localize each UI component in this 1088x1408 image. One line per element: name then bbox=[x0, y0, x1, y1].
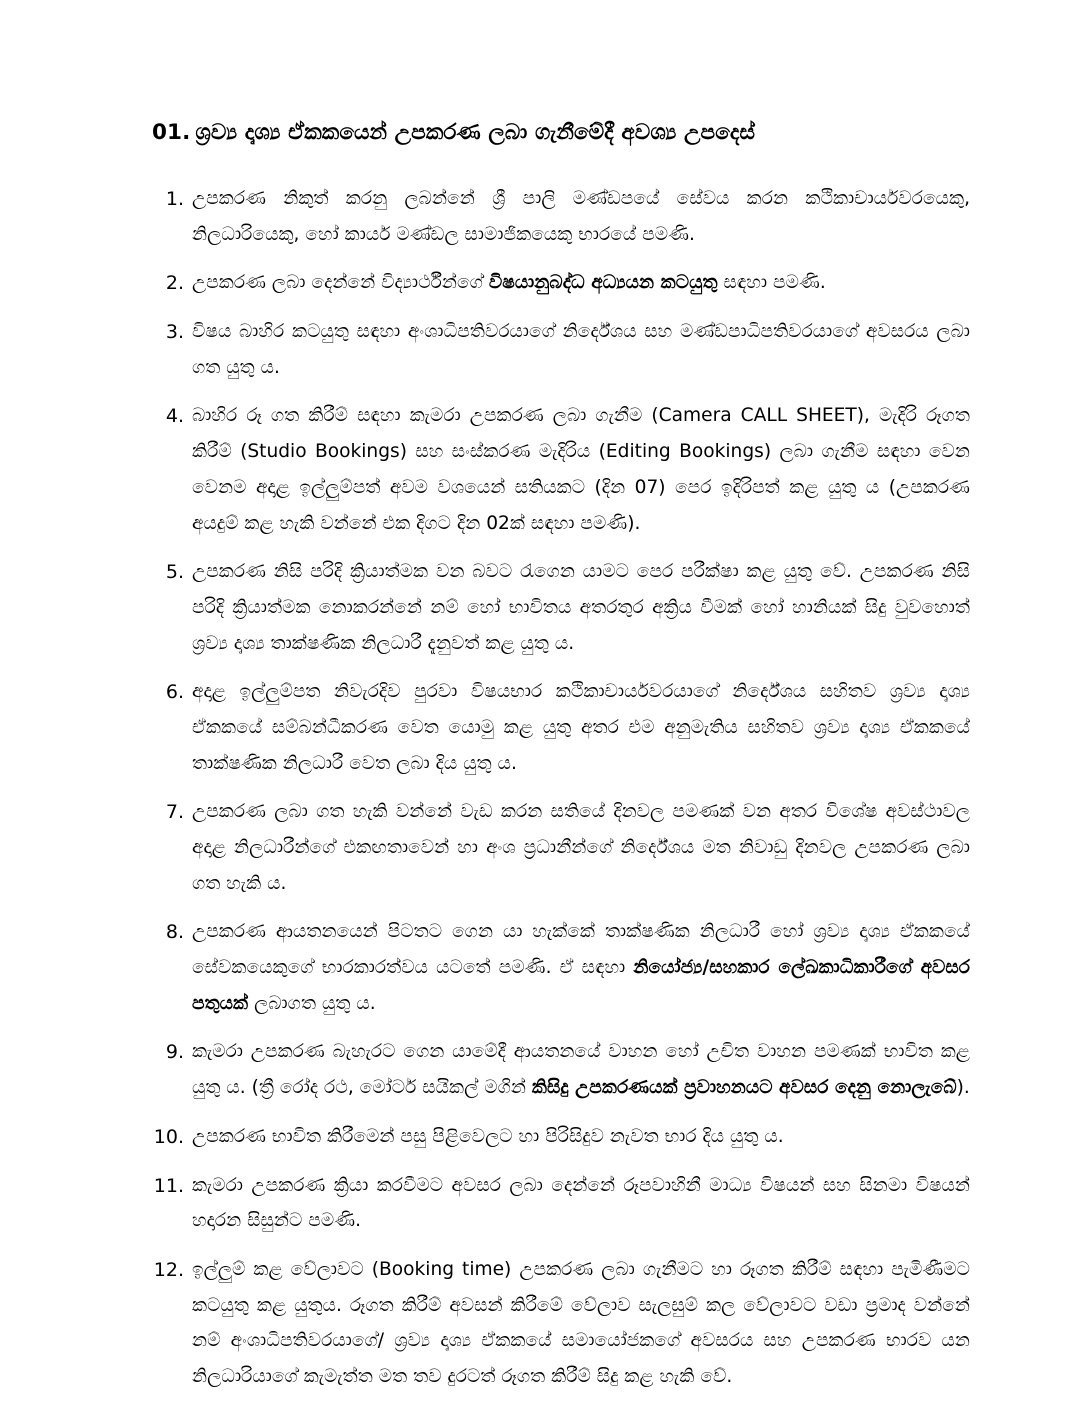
list-item-number: 11. bbox=[153, 1174, 184, 1197]
list-item bbox=[152, 554, 970, 661]
body-text: ඉල්ලුම් කළ වේලාවට (Booking time) උපකරණ ලබා ගැනීමට හා රූගත කිරීම් සඳහා පැමිණීමට කටයුතු කළ යුතුය. රූගත කිරීම් අවසන් කිරීමේ වේලාව සැලසුම් කල වේලාවට වඩා ප්‍රමාද වන්නේ නම් අංශාධිපතිවරයාගේ/ ශ්‍රව්‍ය දෘශ්‍ය ඒකකයේ සමායෝජකගේ අවසරය සහ උපකරණ භාරව යන නිලධාරියාගේ කැමැත්ත මත තව දුරටත් රූගත කිරීම් සිදු කළ හැකි වේ. bbox=[192, 1258, 970, 1387]
body-text: කැමරා උපකරණ ක්‍රියා කරවීමට අවසර ලබා දෙන්නේ රූපවාහිනී මාධ්‍ය විෂයන් සහ සිනමා විෂයන් හදාරන සිසුන්ට පමණි. bbox=[192, 1174, 970, 1232]
list-item-text bbox=[192, 914, 970, 1021]
list-item-number: 8. bbox=[165, 921, 184, 944]
page-title-text: ශ්‍රව්‍ය දෘශ්‍ය ඒකකයෙන් උපකරණ ලබා ගැනීමේදී අවශ්‍ය උපදෙස් bbox=[195, 120, 756, 145]
list-item-text bbox=[192, 1034, 970, 1105]
emphasis-text: විෂයානුබද්ධ අධ්‍යයන කටයුතු bbox=[488, 272, 718, 294]
list-item bbox=[152, 914, 970, 1021]
list-item-number: 4. bbox=[165, 405, 184, 428]
list-item-text bbox=[192, 1168, 970, 1239]
list-item-text bbox=[192, 314, 970, 385]
list-item-number: 6. bbox=[165, 681, 184, 704]
list-item-text bbox=[192, 181, 970, 252]
list-item-text bbox=[192, 265, 970, 301]
list-item-number: 9. bbox=[165, 1041, 184, 1064]
list-item-number: 2. bbox=[165, 272, 184, 295]
list-item bbox=[152, 314, 970, 385]
body-text: උපකරණ නිසි පරිදි ක්‍රියාත්මක වන බවට රැගෙන යාමට පෙර පරීක්ෂා කළ යුතු වේ. උපකරණ නිසි පරිදි ක්‍රියාත්මක නොකරන්නේ නම් හෝ භාවිතය අතරතුර අක්‍රිය වීමක් හෝ හානියක් සිදු වුවහොත් ශ්‍රව්‍ය දෘශ්‍ය තාක්ෂණික නිලධාරී දැනුවත් කළ යුතු ය. bbox=[192, 561, 970, 654]
body-text: බාහිර රූ ගත කිරීම් සඳහා කැමරා උපකරණ ලබා ගැනීම (Camera CALL SHEET), මැදිරි රූගත කිරීම් (Studio Bookings) සහ සංස්කරණ මැදිරිය (Editing Bookings) ලබා ගැනීම සඳහා වෙන වෙනම අදාළ ඉල්ලුම්පත් අවම වශයෙන් සතියකට (දින 07) පෙර ඉදිරිපත් කළ යුතු ය (උපකරණ අයදුම් කළ හැකි වන්නේ එක දිගට දින 02ක් සඳහා පමණි). bbox=[192, 405, 970, 534]
page-title-number: 01. bbox=[152, 120, 191, 145]
body-text: ලබාගත යුතු ය. bbox=[248, 992, 376, 1014]
body-text: උපකරණ ලබා ගත හැකි වන්නේ වැඩ කරන සතියේ දිනවල පමණක් වන අතර විශේෂ අවස්ථාවල අදාළ නිලධාරීන්ගේ එකඟතාවෙන් හා අංශ ප්‍රධානීන්ගේ නිර්දේශය මත නිවාඩු දිනවල උපකරණ ලබා ගත හැකි ය. bbox=[192, 801, 970, 894]
body-text: උපකරණ නිකුත් කරනු ලබන්නේ ශ්‍රී පාලි මණ්ඩපයේ සේවය කරන කථිකාචාර්යවරයෙකු, නිලධාරියෙකු, හෝ කාර්ය මණ්ඩල සාමාජිකයෙකු භාරයේ පමණි. bbox=[192, 188, 970, 245]
list-item-number: 3. bbox=[165, 321, 184, 344]
list-item bbox=[152, 1252, 970, 1395]
list-item-text bbox=[192, 1119, 970, 1155]
body-text: අදාළ ඉල්ලුම්පත නිවැරදිව පුරවා විෂයභාර කථිකාචාර්යවරයාගේ නිර්දේශය සහිතව ශ්‍රව්‍ය දෘශ්‍ය ඒකකයේ සම්බන්ධීකරණ වෙත යොමු කළ යුතු අතර එම අනුමැතිය සහිතව ශ්‍රව්‍ය දෘශ්‍ය ඒකකයේ තාක්ෂණික නිලධාරී වෙත ලබා දිය යුතු ය. bbox=[192, 681, 970, 774]
list-item-number: 1. bbox=[165, 188, 184, 211]
body-text: උපකරණ ආයතනයෙන් පිටතට ගෙන යා හැක්කේ තාක්ෂණික නිලධාරී හෝ ශ්‍රව්‍ය දෘශ්‍ය ඒකකයේ සේවකයෙකුගේ භාරකාරත්වය යටතේ පමණි. ඒ සඳහා bbox=[192, 921, 970, 979]
list-item bbox=[152, 674, 970, 781]
list-item bbox=[152, 1168, 970, 1239]
instructions-list bbox=[152, 181, 970, 1395]
emphasis-text: නියෝජ්‍ය/සහකාර ලේඛකාධිකාරීගේ අවසර පතුයක් bbox=[192, 957, 971, 1014]
list-item bbox=[152, 1034, 970, 1105]
body-text: උපකරණ භාවිත කිරීමෙන් පසු පිළිවෙලට හා පිරිසිදුව නැවත භාර දිය යුතු ය. bbox=[192, 1125, 784, 1147]
document-content bbox=[152, 118, 970, 1408]
list-item-number: 5. bbox=[165, 561, 184, 584]
emphasis-text: කිසිදු උපකරණයක් ප්‍රවාහනයට අවසර දෙනු නොලැබේ bbox=[531, 1077, 957, 1099]
list-item-number: 7. bbox=[165, 801, 184, 824]
list-item-text bbox=[192, 554, 970, 661]
list-item-number: 10. bbox=[153, 1125, 184, 1148]
list-item bbox=[152, 794, 970, 901]
list-item-text bbox=[192, 794, 970, 901]
list-item bbox=[152, 398, 970, 541]
list-item-text bbox=[192, 398, 970, 541]
body-text: කැමරා උපකරණ බැහැරට ගෙන යාමේදී ආයතනයේ වාහන හෝ උචිත වාහන පමණක් භාවිත කළ යුතු ය. (ත්‍රී රෝද රථ, මෝටර් සයිකල් මගින් bbox=[192, 1041, 970, 1099]
list-item-number: 12. bbox=[153, 1258, 184, 1281]
body-text: උපකරණ ලබා දෙන්නේ විද්‍යාර්ථීන්ගේ bbox=[192, 272, 489, 294]
list-item bbox=[152, 265, 970, 301]
page-title bbox=[152, 118, 970, 147]
list-item-text bbox=[192, 1252, 970, 1395]
list-item-text bbox=[192, 674, 970, 781]
list-item bbox=[152, 1119, 970, 1155]
list-item bbox=[152, 181, 970, 252]
body-text: විෂය බාහිර කටයුතු සඳහා අංශාධිපතිවරයාගේ නිර්දේශය සහ මණ්ඩපාධිපතිවරයාගේ අවසරය ලබා ගත යුතු ය. bbox=[192, 321, 970, 378]
body-text: සඳහා පමණි. bbox=[717, 272, 826, 294]
body-text: ). bbox=[956, 1077, 970, 1099]
